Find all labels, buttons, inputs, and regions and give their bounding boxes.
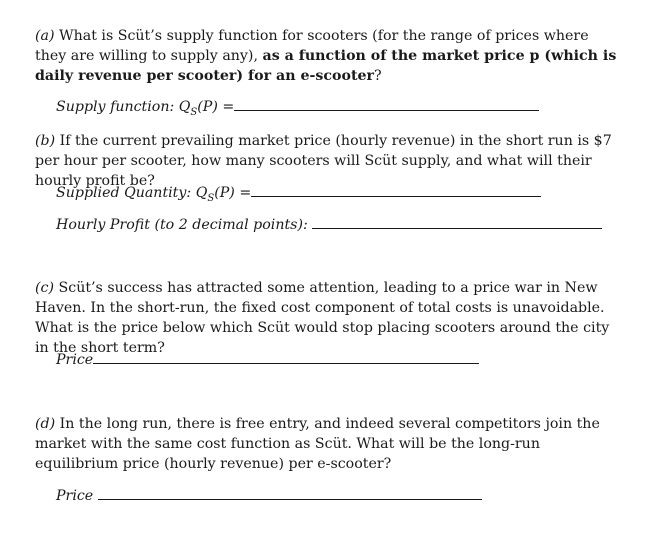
price-d-answer-line[interactable] — [98, 487, 482, 500]
question-a-text: What is Scüt’s supply function for scooters (for the range of prices where they are willing to supply any), — [35, 28, 589, 64]
question-b-text: If the current prevailing market price (hourly revenue) in the short run is $7 per hour per scooter, how many scooters will Scüt supply, and what will their hourly profit be? — [35, 133, 612, 189]
question-a-bold-text: as a function of the market price p (which is daily revenue per scooter) for an e-scooter — [35, 48, 617, 84]
supplied-quantity-label: Supplied Quantity: Q — [56, 185, 208, 201]
supplied-quantity-label-end: (P) = — [214, 185, 252, 201]
supply-function-label-end: (P) = — [197, 99, 235, 115]
question-d-text: In the long run, there is free entry, and indeed several competitors join the market with the same cost function as Scüt. What will be the long-run equilibrium price (hourly revenue) per e-scooter? — [35, 416, 600, 472]
question-c-tag: (c) — [35, 280, 55, 296]
price-d-row — [56, 487, 482, 505]
question-a-end: ? — [374, 68, 382, 84]
question-a-tag: (a) — [35, 28, 55, 44]
supplied-quantity-subscript: S — [207, 192, 215, 204]
price-c-answer-line[interactable] — [93, 351, 479, 364]
question-c-text: Scüt’s success has attracted some attention, leading to a price war in New Haven. In the short-run, the fixed cost component of total costs is unavoidable. What is the price below which Scüt would stop placing scooters around the city in the short term? — [35, 280, 610, 356]
hourly-profit-answer-line[interactable] — [312, 216, 602, 229]
supply-function-answer-line[interactable] — [234, 98, 539, 111]
supply-function-label: Supply function: Q — [56, 99, 191, 115]
hourly-profit-label: Hourly Profit (to 2 decimal points): — [56, 217, 308, 233]
question-d — [35, 414, 620, 474]
price-d-label: Price — [56, 488, 94, 504]
supplied-quantity-row — [56, 184, 541, 208]
question-d-tag: (d) — [35, 416, 56, 432]
question-b — [35, 131, 620, 191]
question-a — [35, 26, 620, 86]
question-c — [35, 278, 620, 358]
price-c-label: Price — [56, 352, 94, 368]
supplied-quantity-answer-line[interactable] — [251, 184, 541, 197]
supply-function-row — [56, 98, 539, 122]
supply-function-subscript: S — [190, 106, 198, 118]
hourly-profit-row — [56, 216, 602, 234]
question-b-tag: (b) — [35, 133, 56, 149]
price-c-row — [56, 351, 479, 369]
